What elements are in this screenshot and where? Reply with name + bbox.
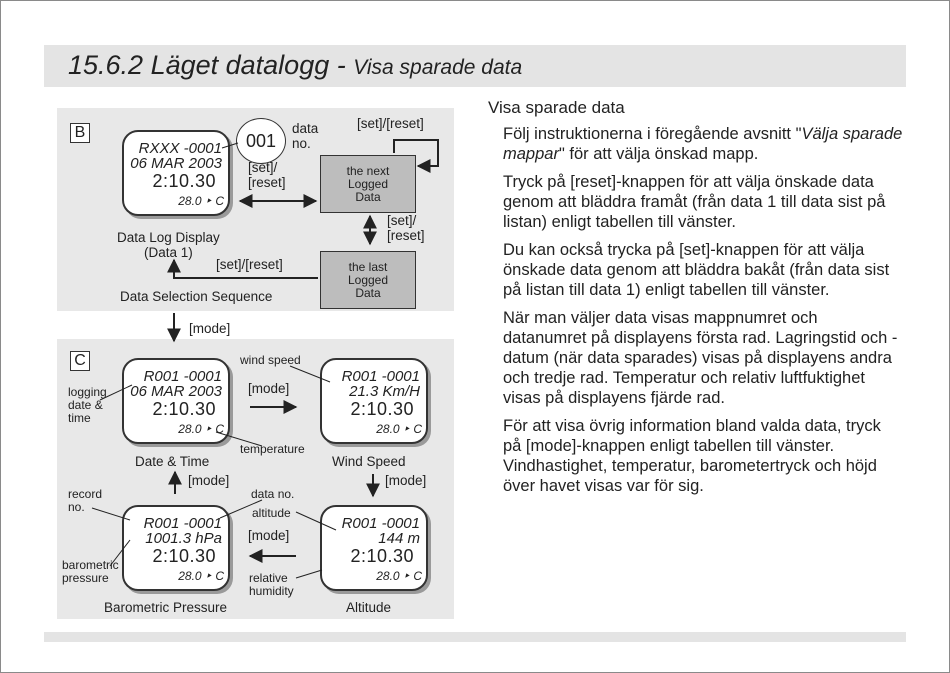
pointer-data-no	[220, 500, 262, 518]
lcd-line-1: R001 -0001	[143, 368, 222, 385]
bottom-set-reset-label: [set]/[reset]	[216, 257, 283, 272]
wind-speed-title: Wind Speed	[332, 454, 406, 469]
pointer-record-no	[92, 508, 130, 520]
pointer-temperature	[216, 432, 262, 446]
lcd-line-3: 2:10.30	[152, 399, 216, 419]
relative-humidity-label: relative humidity	[249, 571, 294, 598]
lcd-line-2: 06 MAR 2003	[130, 155, 222, 172]
lcd-line-2: 21.3 Km/H	[349, 383, 420, 400]
barometric-pressure-label: barometric pressure	[62, 558, 119, 585]
altitude-label: altitude	[252, 506, 291, 520]
lcd-line-3: 2:10.30	[152, 171, 216, 191]
data-no-label-c: data no.	[251, 487, 295, 501]
mode-left-label: [mode]	[188, 473, 230, 488]
footer-bar	[44, 632, 906, 642]
wind-speed-label: wind speed	[240, 353, 301, 367]
mode-bottom-label: [mode]	[248, 528, 290, 543]
data-log-display-label: Data Log Display (Data 1)	[117, 230, 220, 260]
temperature-label: temperature	[240, 442, 305, 456]
pointer-barometric	[110, 540, 130, 566]
panel-c-letter: C	[70, 351, 90, 371]
set-reset-label: [set]/ [reset]	[248, 160, 286, 190]
paragraph-2: Tryck på [reset]-knappen för att välja önskade data genom att bläddra framåt (från data 1 till data sist på listan) enligt tabellen till vänster.	[503, 173, 886, 231]
mode-right-label: [mode]	[385, 473, 427, 488]
lcd-line-2: 1001.3 hPa	[145, 530, 222, 547]
lcd-line-2: 06 MAR 2003	[130, 383, 222, 400]
date-time-title: Date & Time	[135, 454, 210, 469]
data-number-circle: 001	[236, 118, 286, 164]
last-logged-data-box: the last Logged Data	[320, 251, 416, 309]
mode-top-label: [mode]	[248, 381, 290, 396]
next-logged-data-box: the next Logged Data	[320, 155, 416, 213]
pointer-wind-speed	[290, 366, 330, 382]
arrow-loop-next	[394, 140, 438, 166]
record-no-label: record no.	[68, 487, 103, 514]
pointer-altitude	[296, 512, 336, 530]
mode-between-panels-label: [mode]	[189, 321, 231, 336]
top-set-reset-label: [set]/[reset]	[357, 116, 424, 131]
lcd-line-3: 2:10.30	[152, 546, 216, 566]
barometric-pressure-title: Barometric Pressure	[104, 600, 228, 615]
pointer-humidity	[296, 570, 322, 578]
data-no-label: data no.	[292, 121, 319, 151]
lcd-line-1: R001 -0001	[341, 515, 420, 532]
lcd-line-1: RXXX -0001	[138, 140, 222, 157]
lcd-line-3: 2:10.30	[350, 546, 414, 566]
lcd-line-1: R001 -0001	[143, 515, 222, 532]
lcd-line-4: 28.0 ‣ C	[376, 569, 422, 583]
title-sub: Visa sparade data	[353, 56, 523, 79]
lcd-line-4: 28.0 ‣ C	[178, 569, 224, 583]
pointer-logging-date	[100, 385, 132, 400]
lcd-line-4: 28.0 ‣ C	[376, 422, 422, 436]
altitude-title: Altitude	[346, 600, 392, 615]
paragraph-4: När man väljer data visas mappnumret och datanumret på displayens första rad. Lagringstid och -datum (när data sparades) visas på displayens andra och tredje rad. Temperatur och relativ luftfuktighet visas på displayens fjärde rad.	[503, 309, 898, 407]
p1-em: Välja sparade mappar	[503, 125, 903, 163]
arrow-last-to-display	[174, 260, 318, 278]
paragraph-1	[503, 124, 903, 164]
lcd-line-1: R001 -0001	[341, 368, 420, 385]
section-heading: Visa sparade data	[488, 98, 625, 117]
pointer-data-number	[222, 143, 238, 148]
panel-b-letter: B	[70, 123, 90, 143]
lcd-line-3: 2:10.30	[350, 399, 414, 419]
data-selection-sequence-label: Data Selection Sequence	[120, 289, 273, 304]
p1-pre: Följ instruktionerna i föregående avsnitt "	[503, 125, 802, 143]
lcd-line-4: 28.0 ‣ C	[178, 422, 224, 436]
lcd-line-4: 28.0 ‣ C	[178, 194, 224, 208]
lcd-line-2: 144 m	[378, 530, 420, 547]
logging-date-time-label: logging date & time	[68, 385, 107, 425]
title-main: 15.6.2 Läget datalogg -	[68, 50, 354, 80]
instructions-text	[488, 98, 903, 504]
p1-post: " för att välja önskad mapp.	[558, 145, 759, 163]
paragraph-5: För att visa övrig information bland valda data, tryck på [mode]-knappen enligt tabellen till vänster. Vindhastighet, temperatur, barometertryck och höjd över havet visas var för sig.	[503, 417, 881, 495]
paragraph-3: Du kan också trycka på [set]-knappen för att välja önskade data genom att bläddra bakåt (från data sist på listan till data 1) enligt tabellen till vänster.	[503, 241, 890, 299]
mid-set-reset-label: [set]/ [reset]	[387, 213, 425, 243]
